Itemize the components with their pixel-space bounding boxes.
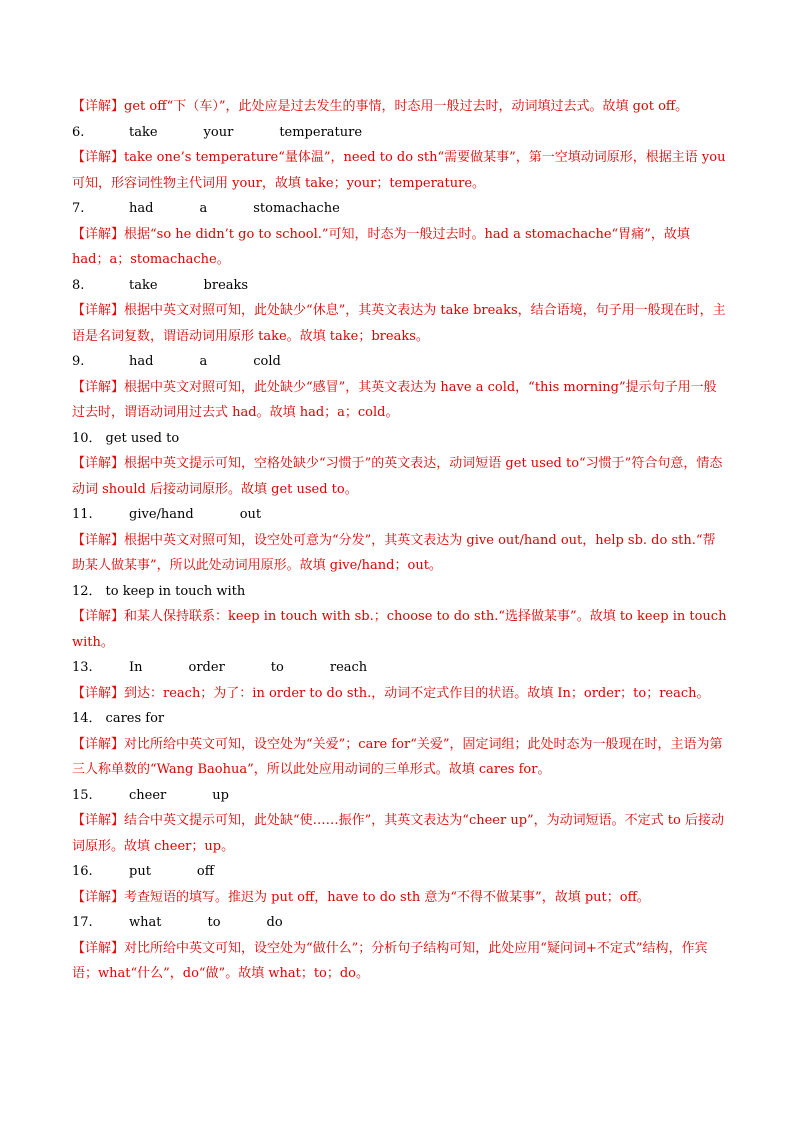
answer-line: [72, 706, 728, 732]
question-number: 9.: [72, 354, 85, 369]
answer-word: put: [129, 864, 151, 879]
explanation-text: 【详解】根据“so he didn’t go to school.”可知，时态为一般过去时。had a stomachache“胃痛”，故填 had；a；stomachache。: [72, 226, 690, 267]
answer-word: to: [207, 915, 221, 930]
answer-word: take: [129, 277, 158, 293]
answer-word: to: [270, 660, 284, 675]
answer-word: temperature: [279, 124, 363, 140]
explanation-text: 【详解】根据中英文对照可知，此处缺少“休息”，其英文表达为 take breaks，结合语境，句子用一般现在时，主语是名词复数，谓语动词用原形 take。故填 take；breaks。: [72, 303, 726, 344]
answer-word: a: [199, 201, 208, 216]
question-number: 10．: [72, 430, 102, 446]
question-number: 7.: [72, 201, 85, 216]
answer-word: reach: [329, 660, 368, 675]
answer-line: [72, 273, 728, 299]
answer-line: [72, 120, 728, 146]
explanation-text: 【详解】get off“下（车）”，此处应是过去发生的事情，时态用一般过去时，动词填过去式。故填 got off。: [72, 99, 689, 114]
question-number: 17.: [72, 915, 93, 930]
explanation-text: 【详解】对比所给中英文可知，设空处为“关爱”；care for“关爱”，固定词组；此处时态为一般现在时，主语为第三人称单数的“Wang Baohua”，所以此处应用动词的三单形式。故填 cares for。: [72, 736, 723, 777]
answer-line: [72, 579, 728, 605]
answer-word: cares for: [105, 711, 165, 726]
answer-word: to keep in touch with: [105, 583, 246, 599]
explanation-text: 【详解】结合中英文提示可知，此处缺“使……振作”，其英文表达为“cheer up”，为动词短语。不定式 to 后接动词原形。故填 cheer；up。: [72, 813, 724, 854]
answer-word: cold: [253, 354, 281, 369]
question-number: 16.: [72, 864, 93, 879]
answer-word: give/hand: [129, 507, 194, 522]
answer-word: up: [212, 787, 229, 803]
answer-word: In: [129, 660, 143, 675]
answer-word: take: [129, 124, 158, 140]
answer-line: [72, 859, 728, 885]
explanation-text: 【详解】到达：reach；为了：in order to do sth.，动词不定式作目的状语。故填 In；order；to；reach。: [72, 685, 710, 701]
answer-word: order: [188, 660, 225, 675]
question-number: 12．: [72, 583, 102, 599]
answer-word: off: [196, 864, 214, 879]
explanation-text: 【详解】根据中英文提示可知，空格处缺少“习惯于”的英文表达，动词短语 get used to“习惯于”符合句意，情态动词 should 后接动词原形。故填 get used to。: [72, 456, 723, 497]
question-number: 14．: [72, 711, 102, 726]
answer-key: [72, 94, 728, 987]
answer-word: had: [129, 354, 154, 369]
answer-line: [72, 910, 728, 936]
answer-line: [72, 655, 728, 681]
explanation-text: 【详解】和某人保持联系：keep in touch with sb.；choose to do sth.“选择做某事”。故填 to keep in touch with。: [72, 609, 727, 650]
question-number: 15.: [72, 787, 93, 803]
answer-word: out: [239, 507, 262, 522]
explanation-text: 【详解】对比所给中英文可知，设空处为“做什么”；分析句子结构可知，此处应用“疑问词+不定式”结构，作宾语；what“什么”，do“做”。故填 what；to；do。: [72, 940, 708, 981]
answer-word: breaks: [203, 277, 249, 293]
answer-word: get used to: [105, 430, 180, 446]
question-number: 6.: [72, 124, 85, 140]
answer-word: what: [129, 915, 162, 930]
answer-word: had: [129, 201, 154, 216]
answer-line: [72, 349, 728, 375]
question-number: 11.: [72, 507, 93, 522]
answer-line: [72, 426, 728, 452]
answer-word: a: [199, 354, 208, 369]
explanation-text: 【详解】take one’s temperature“量体温”，need to do sth“需要做某事”，第一空填动词原形，根据主语 you 可知，形容词性物主代词用 your，故填 take；your；temperature。: [72, 150, 726, 191]
question-number: 13.: [72, 660, 93, 675]
answer-line: [72, 502, 728, 528]
answer-word: stomachache: [253, 201, 340, 216]
explanation-text: 【详解】根据中英文对照可知，此处缺少“感冒”，其英文表达为 have a cold，“this morning”提示句子用一般过去时，谓语动词用过去式 had。故填 had；a；cold。: [72, 379, 717, 420]
answer-line: [72, 196, 728, 222]
answer-line: [72, 783, 728, 809]
answer-word: cheer: [129, 787, 167, 803]
answer-word: do: [266, 915, 283, 930]
explanation-text: 【详解】考查短语的填写。推迟为 put off，have to do sth 意为“不得不做某事”，故填 put；off。: [72, 889, 650, 905]
explanation-text: 【详解】根据中英文对照可知，设空处可意为“分发”，其英文表达为 give out/hand out，help sb. do sth.“帮助某人做某事”，所以此处动词用原形。故填 give/hand；out。: [72, 532, 716, 573]
answer-word: your: [203, 124, 234, 140]
question-number: 8.: [72, 277, 85, 293]
